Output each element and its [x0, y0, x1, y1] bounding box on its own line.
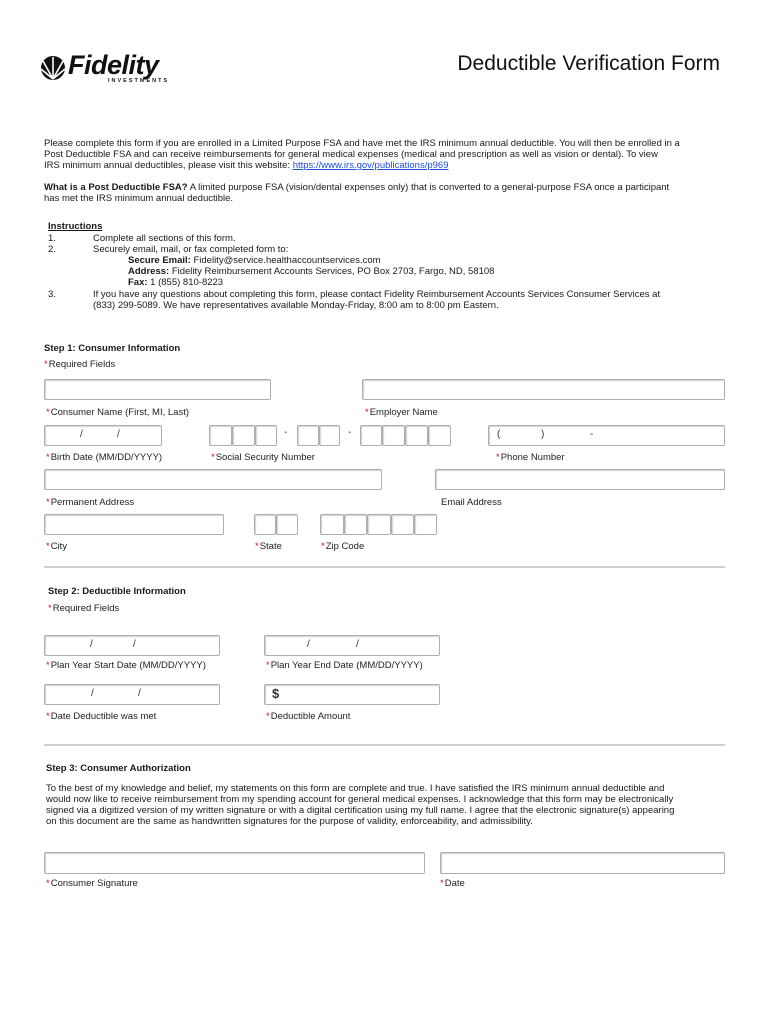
fidelity-logo: [38, 50, 178, 86]
zip-label: [321, 541, 364, 552]
permanent-address-label: [46, 497, 134, 508]
logo-subtext: INVESTMENTS: [108, 78, 170, 84]
required-mark: *: [46, 660, 50, 671]
instruction-num-1: 1.: [48, 233, 56, 244]
phone-text: Phone Number: [500, 452, 565, 463]
irs-publication-link[interactable]: https://www.irs.gov/publications/p969: [292, 160, 449, 171]
deductible-date-sep-1: /: [91, 688, 94, 699]
consumer-name-input[interactable]: [44, 379, 271, 400]
state-char-box[interactable]: [254, 514, 276, 535]
plan-end-date-label: [266, 660, 423, 671]
required-mark: *: [46, 541, 50, 552]
step1-heading: Step 1: Consumer Information: [44, 343, 181, 354]
signature-date-input[interactable]: [440, 852, 725, 874]
required-mark: *: [321, 541, 325, 552]
ssn-digit-box[interactable]: [319, 425, 340, 446]
instruction-num-2: 2.: [48, 244, 56, 255]
birth-date-sep-2: /: [117, 429, 120, 440]
zip-text: Zip Code: [325, 541, 365, 552]
permanent-address-text: Permanent Address: [50, 497, 135, 508]
required-mark: *: [440, 878, 444, 889]
start-date-sep-1: /: [90, 639, 93, 650]
city-input[interactable]: [44, 514, 224, 535]
consumer-name-label: [46, 407, 189, 418]
ssn-dash-2: -: [348, 427, 352, 438]
deductible-amount-label: [266, 711, 350, 722]
post-deductible-question: [44, 182, 669, 194]
required-text: Required Fields: [48, 359, 116, 370]
deductible-date-input[interactable]: [44, 684, 220, 705]
city-text: City: [50, 541, 68, 552]
signature-text: Consumer Signature: [50, 878, 138, 889]
state-text: State: [259, 541, 282, 552]
secure-email-value: Fidelity@service.healthaccountservices.com: [190, 255, 381, 266]
deductible-date-text: Date Deductible was met: [50, 711, 157, 722]
zip-digit-box[interactable]: [320, 514, 344, 535]
consumer-signature-input[interactable]: [44, 852, 425, 874]
instruction-3b: (833) 299-5089. We have representatives available Monday-Friday, 8:00 am to 8:00 pm Eastern.: [93, 300, 499, 311]
question-label: What is a Post Deductible FSA?: [44, 182, 188, 193]
phone-paren-close: ): [541, 429, 545, 440]
employer-name-label: [365, 407, 438, 418]
fidelity-pyramid-icon: [38, 53, 68, 81]
required-mark: *: [46, 711, 50, 722]
ssn-text: Social Security Number: [215, 452, 315, 463]
secure-email: [128, 255, 381, 267]
instruction-3a: If you have any questions about completing this form, please contact Fidelity Reimbursement Accounts Services Consumer Services at: [93, 289, 661, 300]
intro-line-1: Please complete this form if you are enrolled in a Limited Purpose FSA and have met the IRS minimum annual deductible. You will then be enrolled in a: [44, 138, 680, 149]
required-text: Required Fields: [52, 603, 120, 614]
phone-paren-open: (: [497, 429, 501, 440]
step3-heading: Step 3: Consumer Authorization: [46, 763, 191, 774]
email-address-input[interactable]: [435, 469, 725, 490]
address-value: Fidelity Reimbursement Accounts Services, PO Box 2703, Fargo, ND, 58108: [169, 266, 495, 277]
required-mark: *: [266, 660, 270, 671]
step2-heading: Step 2: Deductible Information: [48, 586, 186, 597]
ssn-digit-box[interactable]: [209, 425, 232, 446]
birth-date-input[interactable]: [44, 425, 162, 446]
ssn-digit-box[interactable]: [232, 425, 255, 446]
signature-date-label: [440, 878, 465, 889]
deductible-date-sep-2: /: [138, 688, 141, 699]
intro-line-3-text: IRS minimum annual deductibles, please visit this website:: [44, 160, 293, 171]
intro-line-3: [44, 160, 448, 172]
phone-number-input[interactable]: [488, 425, 725, 446]
end-date-sep-2: /: [356, 639, 359, 650]
consumer-name-text: Consumer Name (First, MI, Last): [50, 407, 190, 418]
employer-name-text: Employer Name: [369, 407, 438, 418]
employer-name-input[interactable]: [362, 379, 725, 400]
secure-email-label: Secure Email:: [128, 255, 191, 266]
permanent-address-input[interactable]: [44, 469, 382, 490]
ssn-label: [211, 452, 315, 463]
required-mark: *: [48, 603, 52, 614]
start-date-sep-2: /: [133, 639, 136, 650]
instruction-1: Complete all sections of this form.: [93, 233, 236, 244]
question-text: A limited purpose FSA (vision/dental expenses only) that is converted to a general-purpose FSA once a participant: [187, 182, 670, 193]
required-mark: *: [46, 407, 50, 418]
city-label: [46, 541, 67, 552]
plan-end-date-input[interactable]: [264, 635, 440, 656]
birth-date-text: Birth Date (MM/DD/YYYY): [50, 452, 163, 463]
plan-start-date-input[interactable]: [44, 635, 220, 656]
date-text: Date: [444, 878, 465, 889]
ssn-digit-box[interactable]: [297, 425, 319, 446]
step2-required-note: [48, 603, 119, 614]
required-mark: *: [46, 497, 50, 508]
mail-address: [128, 266, 494, 278]
required-mark: *: [211, 452, 215, 463]
required-mark: *: [255, 541, 259, 552]
required-mark: *: [266, 711, 270, 722]
instruction-num-3: 3.: [48, 289, 56, 300]
page-title: Deductible Verification Form: [457, 52, 720, 75]
required-mark: *: [496, 452, 500, 463]
zip-digit-box[interactable]: [344, 514, 367, 535]
deductible-date-label: [46, 711, 156, 722]
zip-digit-box[interactable]: [367, 514, 391, 535]
required-mark: *: [46, 878, 50, 889]
ssn-digit-box[interactable]: [255, 425, 277, 446]
zip-digit-box[interactable]: [391, 514, 414, 535]
end-date-sep-1: /: [307, 639, 310, 650]
section-divider: [44, 744, 725, 746]
question-text-2: has met the IRS minimum annual deductible.: [44, 193, 234, 204]
authorization-line-4: on this document are the same as handwritten signatures for the purpose of validity, enforceability, and admissibility.: [46, 816, 533, 827]
phone-dash: -: [590, 429, 594, 440]
required-mark: *: [44, 359, 48, 370]
intro-line-2: Post Deductible FSA and can receive reimbursements for general medical expenses (medical and prescription as well as vision or dental). To view: [44, 149, 658, 160]
logo-wordmark: Fidelity: [68, 50, 159, 80]
instructions-heading: Instructions: [48, 221, 103, 232]
ssn-digit-box[interactable]: [360, 425, 382, 446]
phone-label: [496, 452, 565, 463]
ssn-digit-box[interactable]: [405, 425, 428, 446]
currency-symbol: $: [272, 686, 280, 701]
birth-date-label: [46, 452, 162, 463]
deductible-amount-text: Deductible Amount: [270, 711, 351, 722]
authorization-line-2: would now like to receive reimbursement from my spending account for general medical expenses. I acknowledge that this form may be electronically: [46, 794, 674, 805]
fax-label: Fax:: [128, 277, 148, 288]
ssn-dash-1: -: [284, 427, 288, 438]
state-char-box[interactable]: [276, 514, 298, 535]
fax-number: [128, 277, 223, 289]
email-address-label: Email Address: [441, 497, 502, 508]
ssn-digit-box[interactable]: [428, 425, 451, 446]
authorization-line-1: To the best of my knowledge and belief, my statements on this form are complete and true. I have satisfied the IRS minimum annual deductible and: [46, 783, 665, 794]
authorization-line-3: signed via a digitized version of my written signature or with a digital certification using my full name. I agree that the electronic signature(s) appearing: [46, 805, 675, 816]
consumer-signature-label: [46, 878, 138, 889]
required-mark: *: [365, 407, 369, 418]
zip-digit-box[interactable]: [414, 514, 437, 535]
birth-date-sep-1: /: [80, 429, 83, 440]
section-divider: [44, 566, 725, 568]
ssn-digit-box[interactable]: [382, 425, 405, 446]
state-label: [255, 541, 282, 552]
address-label: Address:: [128, 266, 170, 277]
required-mark: *: [46, 452, 50, 463]
plan-start-date-label: [46, 660, 206, 671]
end-date-text: Plan Year End Date (MM/DD/YYYY): [270, 660, 423, 671]
step1-required-note: [44, 359, 115, 370]
start-date-text: Plan Year Start Date (MM/DD/YYYY): [50, 660, 206, 671]
instruction-2: Securely email, mail, or fax completed form to:: [93, 244, 289, 255]
deductible-amount-input[interactable]: [264, 684, 440, 705]
fax-value: 1 (855) 810-8223: [147, 277, 224, 288]
